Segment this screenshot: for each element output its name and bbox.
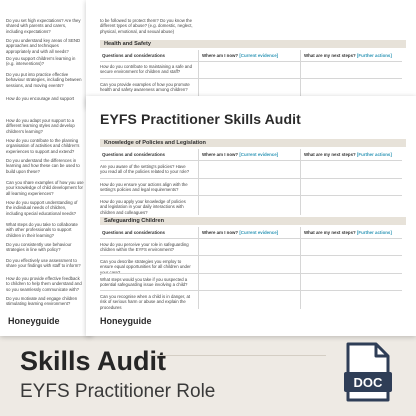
column-divider xyxy=(198,149,199,215)
table-row-question: Can you provide examples of how you promote health and safety awareness among children? xyxy=(100,82,190,93)
honeyguide-logo xyxy=(100,316,152,326)
logo-text: Honeyguide xyxy=(100,316,152,326)
table-row-question: How do you apply your knowledge of policies and legislation in your daily interactions with children and colleagues? xyxy=(100,199,186,215)
column-header-where xyxy=(202,152,278,158)
column-header-where xyxy=(202,230,278,236)
list-item: How do you support understanding of the individual needs of children, including special educational needs? xyxy=(6,200,78,216)
next-prefix: What are my next steps? xyxy=(304,230,357,235)
column-header-questions: Questions and considerations xyxy=(102,152,165,157)
list-item: Can you share examples of how you use your knowledge of child development for all learning experiences? xyxy=(6,180,84,196)
document-title: EYFS Practitioner Skills Audit xyxy=(100,111,301,127)
list-item: Do you understand the differences in learning and how these can be used to build upon these? xyxy=(6,158,80,174)
row-divider xyxy=(100,78,402,79)
column-header-where xyxy=(202,53,278,59)
next-accent: [Further actions] xyxy=(356,230,392,235)
list-item: Do you understand key areas of SEND approaches and techniques appropriately and with all needs? xyxy=(6,38,81,54)
section-safeguarding-children: Safeguarding Children xyxy=(100,217,406,225)
list-item: Do you set high expectations? Are they shared with parents and carers, including expectations? xyxy=(6,18,81,34)
where-prefix: Where am I now? xyxy=(202,152,240,157)
top-question-text: to be followed to protect them? Do you know the different types of abuse? (e.g. domestic, neglect, physical, emotional, and sexual abuse) xyxy=(100,18,193,34)
where-accent: [Current evidence] xyxy=(239,230,279,235)
where-accent: [Current evidence] xyxy=(239,152,279,157)
column-divider xyxy=(300,227,301,309)
row-divider xyxy=(100,255,402,256)
list-item: Do you put into practice effective behaviour strategies, including between sessions, and moving events? xyxy=(6,72,82,88)
honeyguide-logo xyxy=(8,316,60,326)
list-item: Do you motivate and engage children stimulating learning environment? xyxy=(6,296,78,307)
footer-title: Skills Audit xyxy=(20,346,167,376)
row-divider xyxy=(100,238,402,239)
footer-divider xyxy=(150,355,326,356)
next-accent: [Further actions] xyxy=(356,53,392,58)
doc-badge-text: DOC xyxy=(353,375,383,390)
column-divider xyxy=(198,227,199,309)
list-item: How do you encourage and support xyxy=(6,96,75,101)
footer-subtitle: EYFS Practitioner Role xyxy=(20,381,216,402)
table-row-question: How do you ensure your actions align with the setting's policies and legal requirements? xyxy=(100,182,188,193)
front-page xyxy=(86,96,416,336)
column-header-next-steps xyxy=(304,230,392,236)
where-accent: [Current evidence] xyxy=(239,53,279,58)
where-prefix: Where am I now? xyxy=(202,53,240,58)
next-accent: [Further actions] xyxy=(356,152,392,157)
table-row-question: Are you aware of the setting's policies? Have you read all of the policies related to your role? xyxy=(100,164,190,175)
row-divider xyxy=(100,195,402,196)
row-divider xyxy=(100,61,402,62)
list-item: Do you support children's learning in (e.g. interventions)? xyxy=(6,56,76,67)
section-knowledge-of-policies: Knowledge of Policies and Legislation xyxy=(100,139,406,147)
back-middle-page xyxy=(86,0,416,108)
list-item: What steps do you take to collaborate with other professionals to support children in their learning? xyxy=(6,222,78,238)
next-prefix: What are my next steps? xyxy=(304,152,357,157)
row-divider xyxy=(100,273,402,274)
table-row-question: How do you contribute to maintaining a safe and secure environment for children and staff? xyxy=(100,64,192,75)
list-item: Do you effectively use assessment to share your findings with staff to inform? xyxy=(6,258,81,269)
list-item: Do you consistently use behaviour strategies in line with policy? xyxy=(6,242,72,253)
row-divider xyxy=(100,160,402,161)
table-row-question: What steps would you take if you suspected a potential safeguarding issue involving a child? xyxy=(100,277,188,288)
column-divider xyxy=(300,149,301,215)
table-row-question: Can you recognise when a child is in danger, at risk of serious harm or abuse and explain the procedures xyxy=(100,294,191,310)
list-item: How do you adapt your support to a different learning styles and develop children's learning? xyxy=(6,118,75,134)
list-item: How do you contribute to the planning organisation of activities and children's experiences to support and extend? xyxy=(6,138,80,154)
column-header-next-steps xyxy=(304,152,392,158)
table-row-question: How do you perceive your role in safeguarding children within the EYFS environment? xyxy=(100,242,189,253)
back-left-page xyxy=(0,0,92,336)
next-prefix: What are my next steps? xyxy=(304,53,357,58)
column-header-questions: Questions and considerations xyxy=(102,53,165,58)
row-divider xyxy=(100,290,402,291)
list-item: How do you provide effective feedback to children to help them understand and so you seamlessly communicate with? xyxy=(6,276,82,292)
doc-file-icon xyxy=(344,342,392,404)
where-prefix: Where am I now? xyxy=(202,230,240,235)
logo-text: Honeyguide xyxy=(8,316,60,326)
section-health-and-safety: Health and Safety xyxy=(100,40,406,48)
column-header-next-steps xyxy=(304,53,392,59)
table-row-question: Can you describe strategies you employ to ensure equal opportunities for all children under your care? xyxy=(100,259,191,275)
row-divider xyxy=(100,178,402,179)
column-header-questions: Questions and considerations xyxy=(102,230,165,235)
